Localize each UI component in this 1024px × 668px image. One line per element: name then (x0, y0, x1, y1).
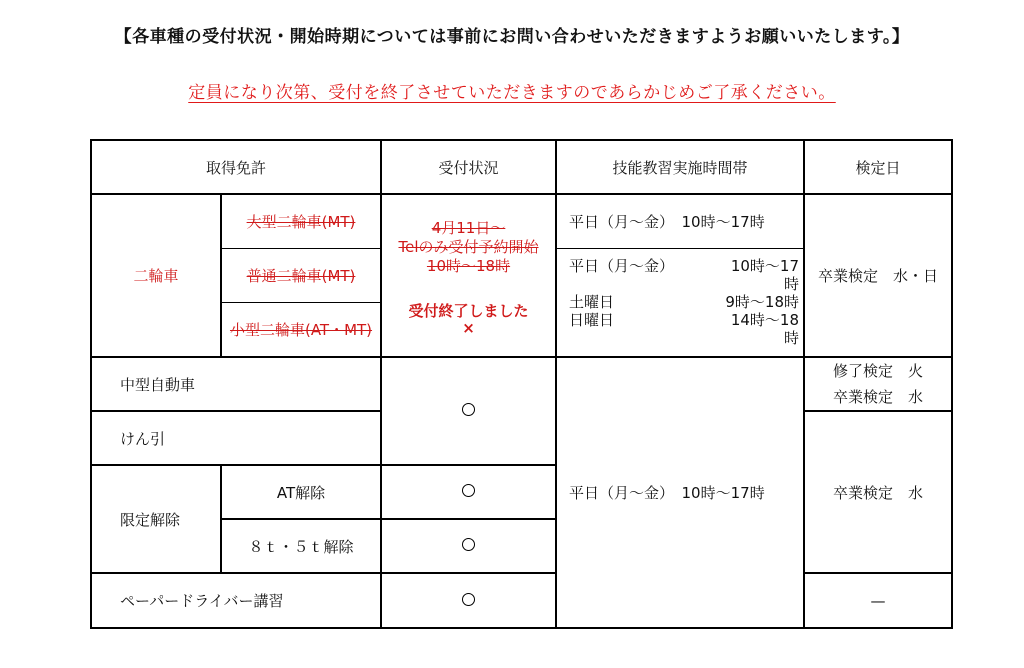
header-exam: 検定日 (804, 140, 952, 194)
common-hours: 平日（月～金） 10時～17時 (556, 357, 804, 628)
hours-text: 平日（月～金） 10時～17時 (569, 212, 765, 231)
hours-day: 平日（月～金） (569, 257, 675, 276)
license-standard-motorcycle: 普通二輪車(MT) (221, 248, 381, 302)
license-large-motorcycle: 大型二輪車(MT) (221, 194, 381, 248)
exam-line: 卒業検定 水 (833, 388, 924, 406)
hours-day: 土曜日 (569, 293, 615, 312)
medium-towing-status (381, 357, 556, 465)
hours-time: 14時～18時 (730, 311, 800, 348)
license-towing: けん引 (91, 411, 381, 465)
license-paper-driver: ペーパードライバー講習 (91, 573, 381, 628)
available-circle-icon (462, 403, 475, 416)
license-schedule-table (90, 139, 953, 629)
at-removal-status (381, 465, 556, 519)
status-hours: 10時～18時 (426, 257, 511, 275)
available-circle-icon (462, 484, 475, 497)
available-circle-icon (462, 538, 475, 551)
page-heading: 【各車種の受付状況・開始時期については事前にお問い合わせいただきますようお願いいたします。】 (114, 27, 910, 47)
table-row (91, 357, 952, 411)
motorcycle-exam: 卒業検定 水・日 (804, 194, 952, 357)
paper-driver-exam: — (804, 573, 952, 628)
capacity-notice: 定員になり次第、受付を終了させていただきますのであらかじめご了承ください。 (188, 83, 836, 103)
status-closed: 受付終了しました (408, 302, 529, 320)
license-ton-removal: ８ｔ・５ｔ解除 (221, 519, 381, 573)
status-closed-mark: × (462, 319, 475, 337)
motorcycle-hours-b (556, 248, 804, 357)
motorcycle-hours-a (556, 194, 804, 248)
common-exam: 卒業検定 水 (804, 411, 952, 573)
header-status: 受付状況 (381, 140, 556, 194)
header-license: 取得免許 (91, 140, 381, 194)
available-circle-icon (462, 593, 475, 606)
header-row (91, 140, 952, 194)
paper-driver-status (381, 573, 556, 628)
status-tel-only: Telのみ受付予約開始 (398, 238, 539, 256)
status-start-date: 4月11日～ (431, 219, 506, 237)
motorcycle-status-cell (381, 194, 556, 357)
table-row (91, 573, 952, 628)
header-hours: 技能教習実施時間帯 (556, 140, 804, 194)
table-row (91, 194, 952, 248)
license-medium-vehicle: 中型自動車 (91, 357, 381, 411)
medium-exam-cell (804, 357, 952, 411)
ton-removal-status (381, 519, 556, 573)
license-limit-removal: 限定解除 (91, 465, 221, 573)
hours-day: 日曜日 (569, 311, 615, 330)
motorcycle-group-label: 二輪車 (91, 194, 221, 357)
hours-time: 10時～17時 (730, 257, 800, 294)
hours-grid (557, 257, 803, 347)
hours-time: 9時～18時 (725, 293, 800, 312)
license-small-motorcycle: 小型二輪車(AT・MT) (221, 302, 381, 357)
exam-line: 修了検定 火 (833, 362, 924, 380)
license-at-removal: AT解除 (221, 465, 381, 519)
